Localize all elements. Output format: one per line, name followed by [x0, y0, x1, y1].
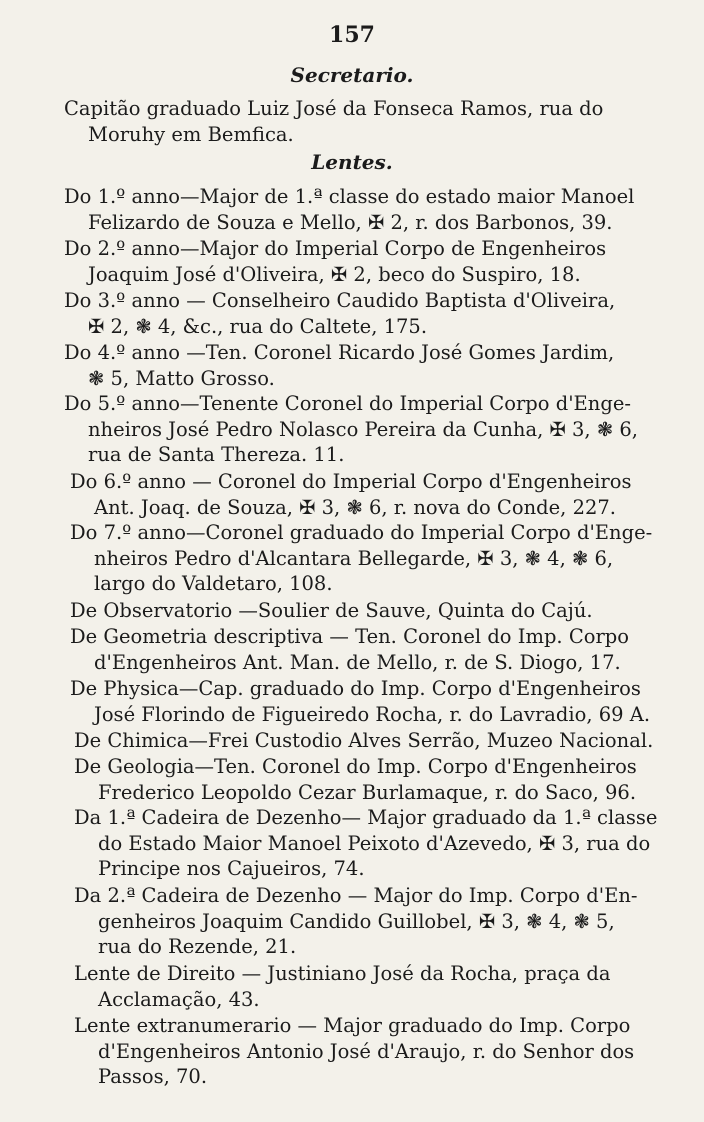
entry-line: Capitão graduado Luiz José da Fonseca Ramos, rua do	[64, 97, 604, 120]
entry-line: Do 5.º anno—Tenente Coronel do Imperial Corpo d'Enge-	[64, 392, 631, 415]
list-item	[74, 1013, 674, 1090]
entry-line: José Florindo de Figueiredo Rocha, r. do Lavradio, 69 A.	[94, 702, 651, 726]
list-item	[64, 340, 664, 391]
entry-line: Moruhy em Bemfica.	[88, 122, 294, 146]
list-item	[70, 598, 670, 624]
list-item	[64, 184, 664, 235]
entry-line: rua do Rezende, 21.	[98, 935, 297, 959]
entry-line: De Observatorio —Soulier de Sauve, Quinta do Cajú.	[70, 599, 593, 622]
entry-line: Lente extranumerario — Major graduado do Imp. Corpo	[74, 1014, 631, 1037]
entry-line: De Geometria descriptiva — Ten. Coronel do Imp. Corpo	[70, 625, 630, 648]
list-item	[70, 624, 670, 675]
entry-line: Joaquim José d'Oliveira, ✠ 2, beco do Suspiro, 18.	[88, 262, 581, 286]
entry-line: Da 1.ª Cadeira de Dezenho— Major graduado da 1.ª classe	[74, 806, 658, 829]
list-item	[64, 236, 664, 287]
entry-line: De Physica—Cap. graduado do Imp. Corpo d'Engenheiros	[70, 677, 641, 700]
entry-line: Acclamação, 43.	[98, 987, 260, 1011]
list-item	[64, 96, 664, 147]
entry-line: De Chimica—Frei Custodio Alves Serrão, Muzeo Nacional.	[74, 729, 654, 752]
entry-line: Principe nos Cajueiros, 74.	[98, 857, 365, 881]
entry-line: ❃ 5, Matto Grosso.	[88, 366, 275, 390]
entry-line: Do 2.º anno—Major do Imperial Corpo de Engenheiros	[64, 237, 607, 260]
list-item	[74, 754, 674, 805]
section-heading-secretario: Secretario.	[290, 63, 414, 87]
list-item	[74, 883, 674, 960]
entry-line: Frederico Leopoldo Cezar Burlamaque, r. do Saco, 96.	[98, 780, 637, 804]
entry-line: d'Engenheiros Ant. Man. de Mello, r. de S. Diogo, 17.	[94, 650, 621, 674]
entry-line: genheiros Joaquim Candido Guillobel, ✠ 3, ❃ 4, ❃ 5,	[98, 909, 615, 933]
list-item	[74, 961, 674, 1012]
entry-line: Da 2.ª Cadeira de Dezenho — Major do Imp. Corpo d'En-	[74, 884, 638, 907]
entry-line: Do 4.º anno —Ten. Coronel Ricardo José Gomes Jardim,	[64, 341, 615, 364]
entry-line: Lente de Direito — Justiniano José da Rocha, praça da	[74, 962, 611, 985]
list-item	[64, 391, 664, 468]
entry-line: nheiros Pedro d'Alcantara Bellegarde, ✠ 3, ❃ 4, ❃ 6,	[94, 546, 614, 570]
list-item	[64, 288, 664, 339]
list-item	[70, 469, 670, 520]
entry-line: Ant. Joaq. de Souza, ✠ 3, ❃ 6, r. nova do Conde, 227.	[94, 495, 616, 519]
entry-line: d'Engenheiros Antonio José d'Araujo, r. do Senhor dos	[98, 1039, 635, 1063]
entry-line: do Estado Maior Manoel Peixoto d'Azevedo, ✠ 3, rua do	[98, 831, 651, 855]
entry-line: nheiros José Pedro Nolasco Pereira da Cunha, ✠ 3, ❃ 6,	[88, 417, 638, 441]
section-heading-lentes: Lentes.	[311, 150, 393, 174]
entry-line: Felizardo de Souza e Mello, ✠ 2, r. dos Barbonos, 39.	[88, 210, 613, 234]
entry-line: Passos, 70.	[98, 1065, 208, 1089]
entry-line: Do 6.º anno — Coronel do Imperial Corpo d'Engenheiros	[70, 470, 632, 493]
list-item	[70, 676, 670, 727]
entry-line: Do 3.º anno — Conselheiro Caudido Baptista d'Oliveira,	[64, 289, 616, 312]
entry-line: Do 7.º anno—Coronel graduado do Imperial Corpo d'Enge-	[70, 521, 653, 544]
entry-line: ✠ 2, ❃ 4, &c., rua do Caltete, 175.	[88, 314, 428, 338]
entry-line: rua de Santa Thereza. 11.	[88, 443, 345, 467]
entry-line: largo do Valdetaro, 108.	[94, 572, 333, 596]
entry-line: De Geologia—Ten. Coronel do Imp. Corpo d'Engenheiros	[74, 755, 637, 778]
entry-line: Do 1.º anno—Major de 1.ª classe do estado maior Manoel	[64, 185, 635, 208]
list-item	[74, 805, 674, 882]
list-item	[70, 520, 670, 597]
list-item	[74, 728, 674, 754]
page-number: 157	[329, 22, 375, 48]
